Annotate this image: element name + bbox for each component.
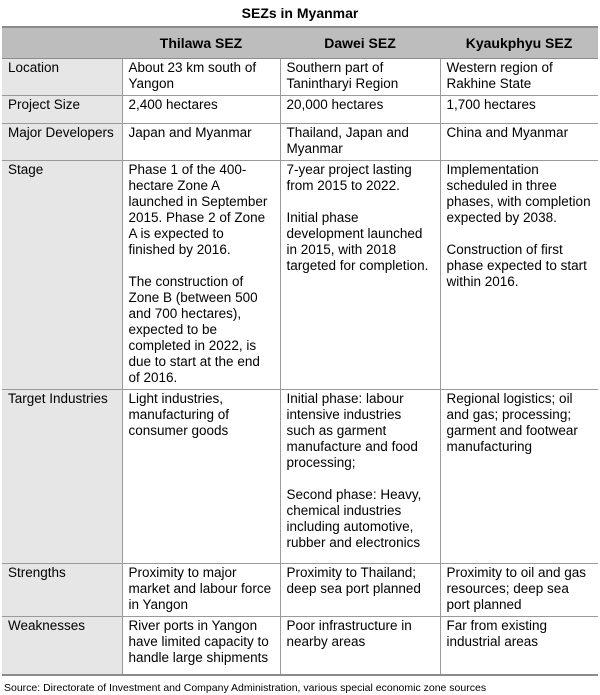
cell-paragraph: China and Myanmar — [446, 125, 569, 140]
cell-paragraph: Thailand, Japan and Myanmar — [286, 125, 409, 156]
cell-paragraph: Proximity to major market and labour force in Yangon — [128, 565, 272, 612]
page-title: SEZs in Myanmar — [241, 5, 359, 21]
cell-paragraph: Implementation scheduled in three phases, with completion expected by 2038. — [446, 162, 591, 225]
cell-paragraph: Western region of Rakhine State — [446, 60, 553, 91]
row-label: Location — [2, 59, 122, 96]
table-row — [2, 124, 598, 161]
table-row — [2, 390, 598, 564]
cell-paragraph: Proximity to Thailand; deep sea port planned — [286, 565, 421, 596]
cell-paragraph: Regional logistics; oil and gas; processing; garment and footwear manufacturing — [446, 391, 578, 454]
cell-paragraph: About 23 km south of Yangon — [128, 60, 257, 91]
table-cell — [440, 161, 598, 390]
table-row — [2, 617, 598, 675]
table-cell — [122, 564, 280, 617]
source-note: Source: Directorate of Investment and Company Administration, various special economic zone sources — [4, 681, 487, 694]
row-label: Stage — [2, 161, 122, 390]
table-cell — [122, 124, 280, 161]
cell-paragraph: 7-year project lasting from 2015 to 2022. — [286, 162, 412, 193]
cell-paragraph: Initial phase development launched in 2015, with 2018 targeted for completion. — [286, 210, 429, 273]
cell-paragraph: 2,400 hectares — [128, 97, 218, 112]
cell-paragraph: Proximity to oil and gas resources; deep sea port planned — [446, 565, 587, 612]
header-dawei: Dawei SEZ — [280, 27, 440, 59]
cell-paragraph: The construction of Zone B (between 500 and 700 hectares), expected to be completed in 2022, is due to start at the end of 2016. — [128, 274, 260, 385]
table-cell — [440, 59, 598, 96]
table-cell — [122, 96, 280, 124]
table-cell — [122, 161, 280, 390]
table-cell — [280, 564, 440, 617]
cell-paragraph: Phase 1 of the 400-hectare Zone A launched in September 2015. Phase 2 of Zone A is expected to finished by 2016. — [128, 162, 268, 257]
table-cell — [122, 59, 280, 96]
cell-paragraph: Japan and Myanmar — [128, 125, 252, 140]
header-kyaukphyu: Kyaukphyu SEZ — [440, 27, 598, 59]
cell-paragraph: Second phase: Heavy, chemical industries including automotive, rubber and electronics — [286, 487, 422, 550]
sez-comparison-table — [2, 26, 598, 676]
row-label: Major Developers — [2, 124, 122, 161]
row-label: Strengths — [2, 564, 122, 617]
table-cell — [122, 617, 280, 675]
table-cell — [440, 617, 598, 675]
cell-paragraph: 20,000 hectares — [286, 97, 384, 112]
table-cell — [440, 564, 598, 617]
cell-paragraph: Construction of first phase expected to start within 2016. — [446, 242, 587, 289]
cell-paragraph: Light industries, manufacturing of consumer goods — [128, 391, 230, 438]
table-cell — [280, 59, 440, 96]
row-label: Target Industries — [2, 390, 122, 564]
row-label: Project Size — [2, 96, 122, 124]
table-cell — [440, 96, 598, 124]
cell-paragraph: River ports in Yangon have limited capacity to handle large shipments — [128, 618, 269, 665]
table-row — [2, 564, 598, 617]
cell-paragraph: Poor infrastructure in nearby areas — [286, 618, 412, 649]
cell-paragraph: 1,700 hectares — [446, 97, 536, 112]
header-corner — [2, 27, 122, 59]
table-cell — [122, 390, 280, 564]
table-row — [2, 161, 598, 390]
cell-paragraph: Initial phase: labour intensive industries such as garment manufacture and food processing; — [286, 391, 418, 470]
cell-paragraph: Southern part of Tanintharyi Region — [286, 60, 399, 91]
table-cell — [280, 124, 440, 161]
header-row — [2, 27, 598, 59]
table-row — [2, 96, 598, 124]
table-cell — [280, 96, 440, 124]
header-thilawa: Thilawa SEZ — [122, 27, 280, 59]
table-cell — [280, 390, 440, 564]
table-cell — [280, 617, 440, 675]
row-label: Weaknesses — [2, 617, 122, 675]
table-cell — [280, 161, 440, 390]
table-row — [2, 59, 598, 96]
cell-paragraph: Far from existing industrial areas — [446, 618, 548, 649]
table-cell — [440, 124, 598, 161]
table-cell — [440, 390, 598, 564]
